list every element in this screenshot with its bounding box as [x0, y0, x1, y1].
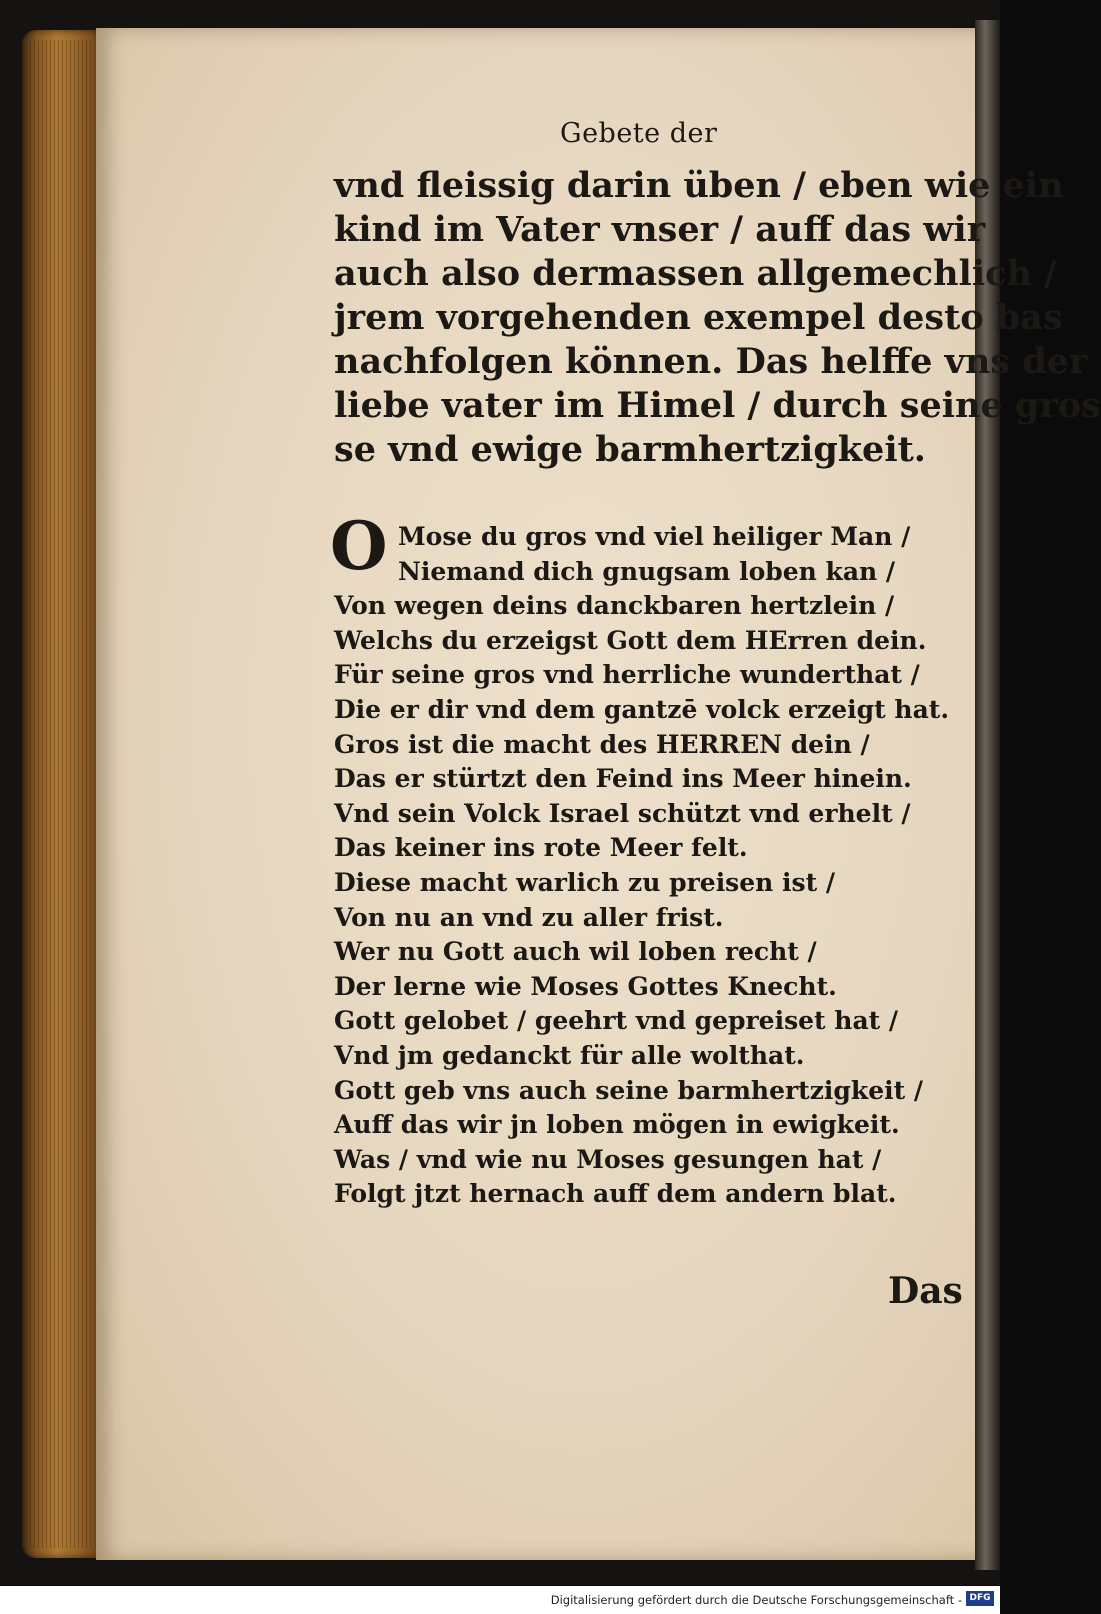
prose-line: se vnd ewige barmhertzigkeit. — [334, 429, 926, 470]
verse-line: Von nu an vnd zu aller frist. — [334, 902, 724, 932]
verse-line: Diese macht warlich zu preisen ist / — [334, 867, 836, 897]
prose-line: auch also dermassen allgemechlich / — [334, 253, 1057, 294]
prose-line: vnd fleissig darin üben / eben wie ein — [334, 165, 1064, 206]
prose-line: liebe vater im Himel / durch seine gros — [334, 385, 1101, 426]
prose-line: kind im Vater vnser / auff das wir — [334, 209, 986, 250]
verse-line: Auff das wir jn loben mögen in ewigkeit. — [334, 1110, 900, 1140]
verse-line: Welchs du erzeigst Gott dem HErren dein. — [334, 625, 927, 655]
verse-line: Das er stürtzt den Feind ins Meer hinein. — [334, 764, 912, 794]
verse-line: Gott geb vns auch seine barmhertzigkeit / — [334, 1075, 924, 1105]
dfg-logo: DFG — [966, 1591, 994, 1606]
verse-line: Von wegen deins danckbaren hertzlein / — [334, 591, 895, 621]
catchword: Das — [888, 1270, 963, 1312]
prose-line: nachfolgen können. Das helffe vns der — [334, 341, 1088, 382]
verse-line: Folgt jtzt hernach auff dem andern blat. — [334, 1179, 897, 1209]
verse-line: Vnd jm gedanckt für alle wolthat. — [334, 1040, 805, 1070]
verse-block — [334, 520, 949, 1212]
prose-line: jrem vorgehenden exempel desto bas — [334, 297, 1063, 338]
verse-line: Was / vnd wie nu Moses gesungen hat / — [334, 1144, 882, 1174]
verse-line: Niemand dich gnugsam loben kan / — [398, 556, 896, 586]
footer-bar — [0, 1586, 1000, 1614]
verse-line: Der lerne wie Moses Gottes Knecht. — [334, 971, 837, 1001]
verse-line: Vnd sein Volck Israel schützt vnd erhelt / — [334, 798, 911, 828]
verse-line: Mose du gros vnd viel heiliger Man / — [398, 522, 911, 551]
running-head: Gebete der — [560, 118, 718, 149]
page-stack-lines — [30, 40, 94, 1548]
verse-line: Die er dir vnd dem gantzē volck erzeigt hat. — [334, 694, 950, 724]
verse-line: Gros ist die macht des HERREN dein / — [334, 729, 870, 759]
verse-line: Wer nu Gott auch wil loben recht / — [334, 937, 817, 967]
verse-line: Für seine gros vnd herrliche wunderthat / — [334, 660, 920, 690]
verse-line: Das keiner ins rote Meer felt. — [334, 833, 748, 863]
prose-block — [334, 164, 1101, 472]
drop-capital: O — [330, 507, 388, 585]
verse-line: Gott gelobet / geehrt vnd gepreiset hat / — [334, 1006, 899, 1036]
funding-credit: Digitalisierung gefördert durch die Deutsche Forschungsgemeinschaft - — [550, 1593, 962, 1607]
